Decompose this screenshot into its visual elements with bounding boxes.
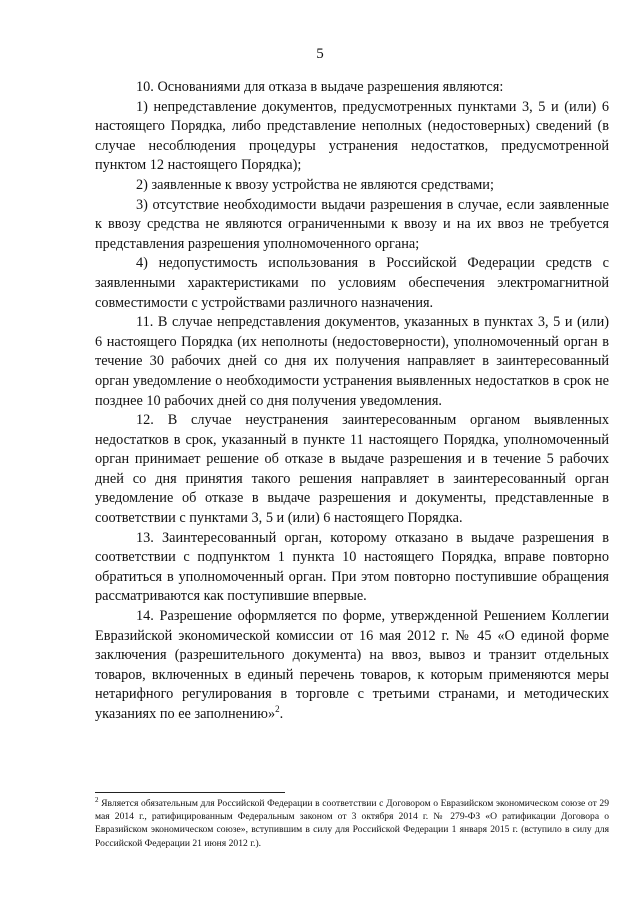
paragraph-13: 13. Заинтересованный орган, которому отказано в выдаче разрешения в соответствии с подпунктом 1 пункта 10 настоящего Порядка, вправе повторно обратиться в уполномоченный орган. При этом повторно поступившие обращения рассматриваются как поступившие впервые. <box>95 529 609 605</box>
paragraph-11: 11. В случае непредставления документов, указанных в пунктах 3, 5 и (или) 6 настоящего Порядка (их неполноты (недостоверности), уполномоченный орган в течение 30 рабочих дней со дня их получения направляет в заинтересованный орган уведомление о необходимости устранения выявленных недостатков в срок не позднее 10 рабочих дней со дня получения уведомления. <box>95 314 609 409</box>
paragraph-14: 14. Разрешение оформляется по форме, утвержденной Решением Коллегии Евразийской экономической комиссии от 16 мая 2012 г. № 45 «О единой форме заключения (разрешительного документа) на ввоз, вывоз и транзит отдельных товаров, включенных в единый перечень товаров, к которым применяются меры нетарифного регулирования в торговле с третьими странами, и методических указаниях по ее заполнению»$^2$. <box>95 608 609 722</box>
page-number: 5 <box>316 46 324 62</box>
paragraph-10-item-1: 1) непредставление документов, предусмотренных пунктами 3, 5 и (или) 6 настоящего Порядка, либо представление неполных (недостоверных) сведений (в случае несоблюдения процедуры устранения недостатков, предусмотренной пунктом 12 настоящего Порядка); <box>95 98 609 174</box>
paragraph-14-text: 14. Разрешение оформляется по форме, утвержденной Решением Коллегии Евразийской экономической комиссии от 16 мая 2012 г. № 45 «О единой форме заключения (разрешительного документа) на ввоз, вывоз и транзит отдельных товаров, включенных в единый перечень товаров, к которым применяются меры нетарифного регулирования в торговле с третьими странами, и методических указаниях по ее заполнению» <box>95 608 609 722</box>
footnote-text: Является обязательным для Российской Федерации в соответствии с Договором о Евразийском экономическом союзе от 29 мая 2014 г., ратифицированным Федеральным законом от 3 октября 2014 г. № 279-ФЗ «О ратификации Договора о Евразийском экономическом союзе», вступившим в силу для Российской Федерации 1 января 2015 г. (вступило в силу для Российской Федерации 21 июня 2012 г.). <box>95 798 609 849</box>
paragraph-12: 12. В случае неустранения заинтересованным органом выявленных недостатков в срок, указанный в пункте 11 настоящего Порядка, уполномоченный орган принимает решение об отказе в выдаче разрешения и в течение 5 рабочих дней со дня принятия такого решения направляет в заинтересованный орган уведомление об отказе в выдаче разрешения и документы, представленные в соответствии с пунктами 3, 5 и (или) 6 настоящего Порядка. <box>95 412 609 527</box>
footnote-reference: 2 <box>275 704 280 715</box>
paragraph-10-item-4: 4) недопустимость использования в Российской Федерации средств с заявленными характеристиками по условиям обеспечения электромагнитной совместимости с устройствами различного назначения. <box>95 255 609 311</box>
document-body <box>95 78 609 725</box>
paragraph-10-heading: 10. Основаниями для отказа в выдаче разрешения являются: <box>136 79 504 95</box>
paragraph-10-item-2: 2) заявленные к ввозу устройства не являются средствами; <box>136 176 494 193</box>
footnote-marker: 2 <box>95 795 99 804</box>
paragraph-10-item-3: 3) отсутствие необходимости выдачи разрешения в случае, если заявленные к ввозу средства не являются ограниченными к ввозу и на их ввоз не требуется представления разрешения уполномоченного органа; <box>95 196 609 252</box>
footnote-divider <box>95 792 285 793</box>
footnote <box>95 797 609 850</box>
